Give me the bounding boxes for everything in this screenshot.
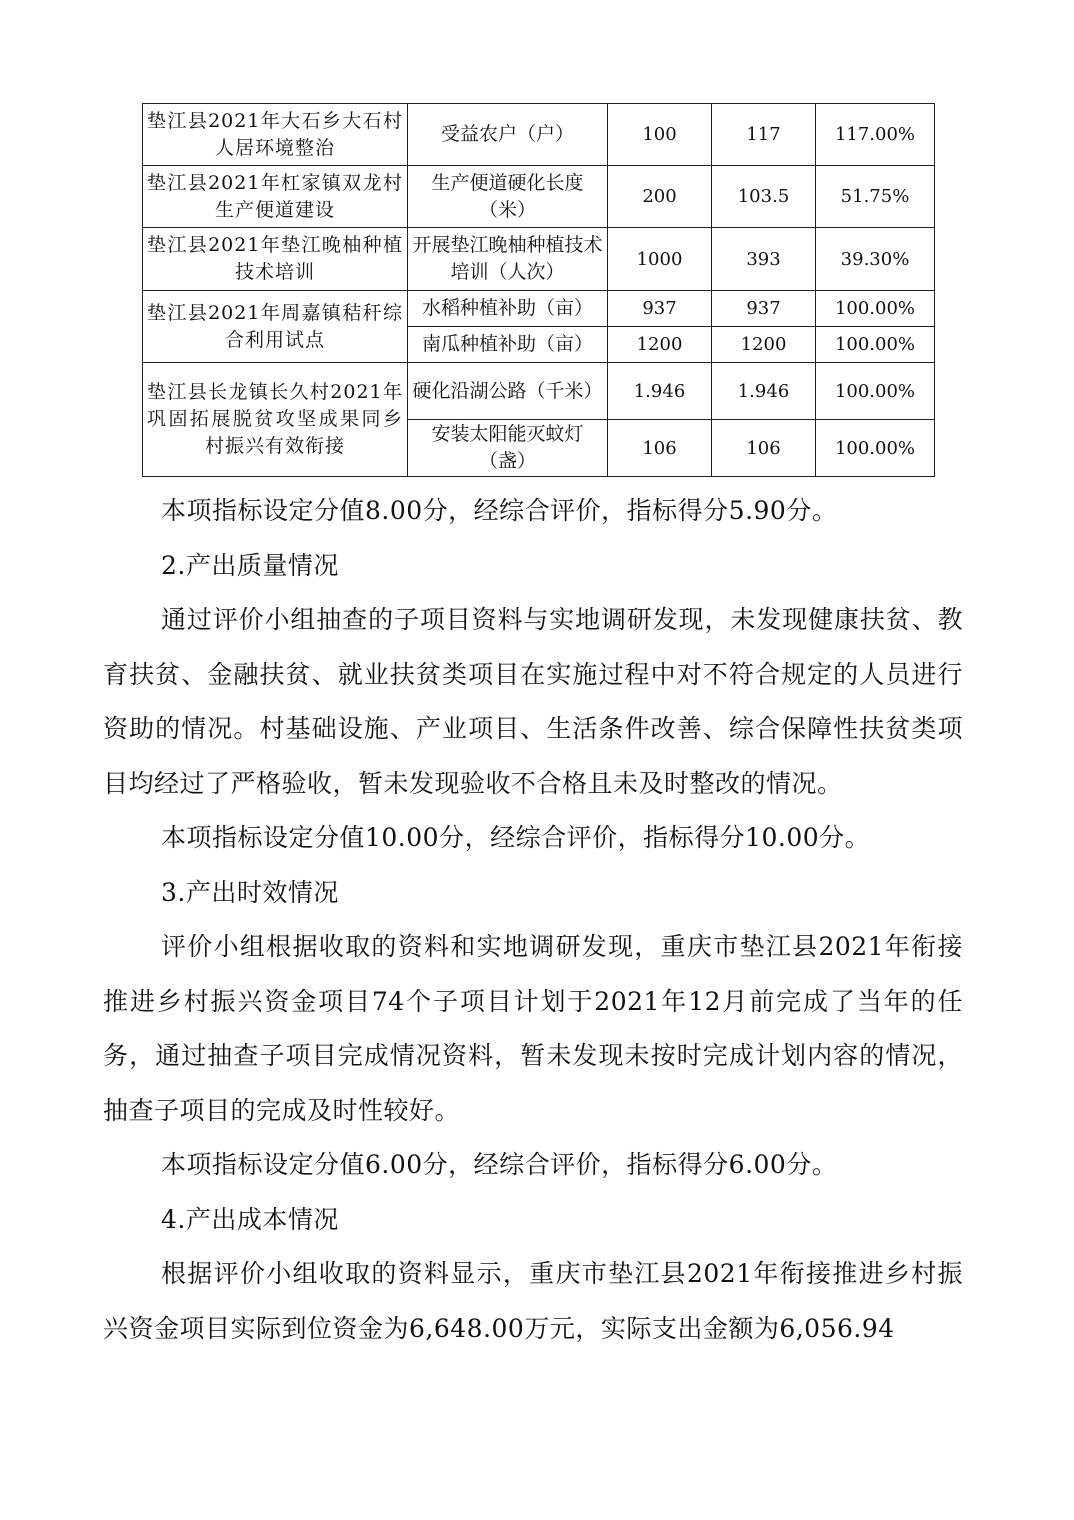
planned-value: 937 [608,291,712,327]
planned-value: 100 [608,104,712,166]
score-statement: 本项指标设定分值10.00分，经综合评价，指标得分10.00分。 [161,823,871,852]
score-statement: 本项指标设定分值8.00分，经综合评价，指标得分5.90分。 [161,496,838,525]
section-heading: 4.产出成本情况 [161,1204,339,1234]
section-heading: 2.产出质量情况 [161,550,339,580]
project-name: 垫江县2021年周嘉镇秸秆综合利用试点 [143,291,408,363]
planned-value: 1.946 [608,363,712,420]
completion-rate: 100.00% [816,420,935,477]
table-row [143,166,935,228]
planned-value: 200 [608,166,712,228]
project-name: 垫江县2021年垫江晚柚种植技术培训 [143,228,408,291]
completion-rate: 117.00% [816,104,935,166]
actual-value: 393 [712,228,816,291]
project-name: 垫江县长龙镇长久村2021年巩固拓展脱贫攻坚成果同乡村振兴有效衔接 [143,363,408,477]
actual-value: 106 [712,420,816,477]
project-name: 垫江县2021年杠家镇双龙村生产便道建设 [143,166,408,228]
planned-value: 1000 [608,228,712,291]
completion-rate: 51.75% [816,166,935,228]
document-body [103,484,963,1356]
score-statement: 本项指标设定分值6.00分，经综合评价，指标得分6.00分。 [161,1150,838,1179]
indicator-name: 受益农户（户） [408,104,608,166]
completion-rate: 100.00% [816,363,935,420]
indicator-name: 水稻种植补助（亩） [408,291,608,327]
indicator-name: 硬化沿湖公路（千米） [408,363,608,420]
project-name: 垫江县2021年大石乡大石村人居环境整治 [143,104,408,166]
indicator-name: 安装太阳能灭蚊灯（盏） [408,420,608,477]
body-paragraph: 通过评价小组抽查的子项目资料与实地调研发现，未发现健康扶贫、教育扶贫、金融扶贫、就业扶贫类项目在实施过程中对不符合规定的人员进行资助的情况。村基础设施、产业项目、生活条件改善、综合保障性扶贫类项目均经过了严格验收，暂未发现验收不合格且未及时整改的情况。 [103,605,963,798]
indicator-name: 开展垫江晚柚种植技术培训（人次） [408,228,608,291]
planned-value: 1200 [608,327,712,363]
section-heading: 3.产出时效情况 [161,877,339,907]
indicator-name: 生产便道硬化长度（米） [408,166,608,228]
actual-value: 117 [712,104,816,166]
table-row [143,363,935,420]
actual-value: 1.946 [712,363,816,420]
body-paragraph: 根据评价小组收取的资料显示，重庆市垫江县2021年衔接推进乡村振兴资金项目实际到位资金为6,648.00万元，实际支出金额为6,056.94 [103,1259,963,1343]
actual-value: 937 [712,291,816,327]
completion-rate: 39.30% [816,228,935,291]
output-quantity-table [142,103,935,477]
body-paragraph: 评价小组根据收取的资料和实地调研发现，重庆市垫江县2021年衔接推进乡村振兴资金项目74个子项目计划于2021年12月前完成了当年的任务，通过抽查子项目完成情况资料，暂未发现未按时完成计划内容的情况，抽查子项目的完成及时性较好。 [103,932,963,1125]
completion-rate: 100.00% [816,291,935,327]
table-row [143,228,935,291]
table-row [143,291,935,327]
planned-value: 106 [608,420,712,477]
table-row [143,104,935,166]
actual-value: 1200 [712,327,816,363]
indicator-name: 南瓜种植补助（亩） [408,327,608,363]
actual-value: 103.5 [712,166,816,228]
completion-rate: 100.00% [816,327,935,363]
